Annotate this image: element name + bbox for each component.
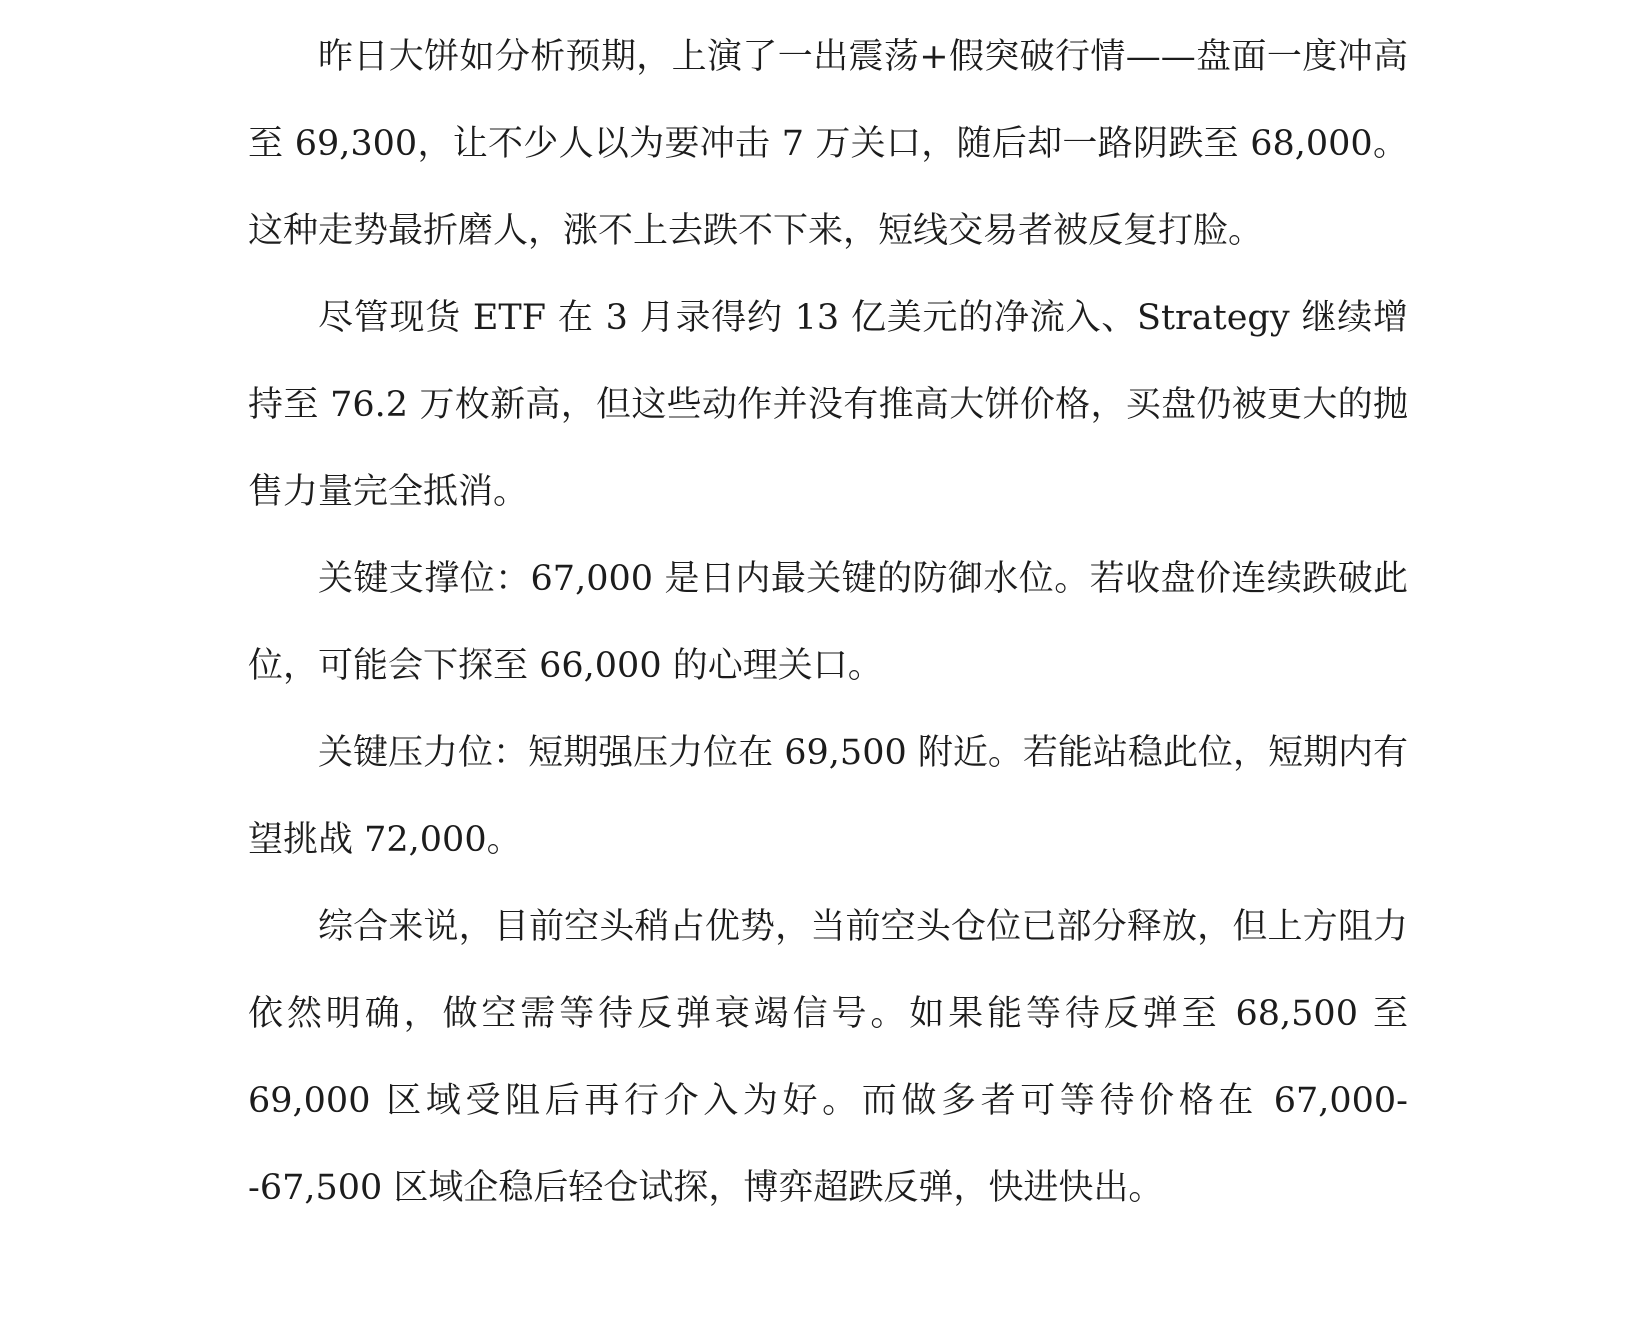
article-body bbox=[248, 14, 1408, 1232]
paragraph-summary-strategy: 综合来说，目前空头稍占优势，当前空头仓位已部分释放，但上方阻力依然明确，做空需等待反弹衰竭信号。如果能等待反弹至 68,500 至 69,000 区域受阻后再行介入为好。而做多者可等待价格在 67,000--67,500 区域企稳后轻仓试探，博弈超跌反弹，快进快出。 bbox=[248, 907, 1408, 1208]
paragraph-market-recap: 昨日大饼如分析预期，上演了一出震荡+假突破行情——盘面一度冲高至 69,300，让不少人以为要冲击 7 万关口，随后却一路阴跌至 68,000。这种走势最折磨人，涨不上去跌不下来，短线交易者被反复打脸。 bbox=[248, 37, 1408, 251]
paragraph-support-level: 关键支撑位：67,000 是日内最关键的防御水位。若收盘价连续跌破此位，可能会下探至 66,000 的心理关口。 bbox=[248, 559, 1408, 686]
paragraph-resistance-level: 关键压力位：短期强压力位在 69,500 附近。若能站稳此位，短期内有望挑战 72,000。 bbox=[248, 733, 1408, 860]
paragraph-etf-flows: 尽管现货 ETF 在 3 月录得约 13 亿美元的净流入、Strategy 继续增持至 76.2 万枚新高，但这些动作并没有推高大饼价格，买盘仍被更大的抛售力量完全抵消。 bbox=[248, 298, 1408, 512]
